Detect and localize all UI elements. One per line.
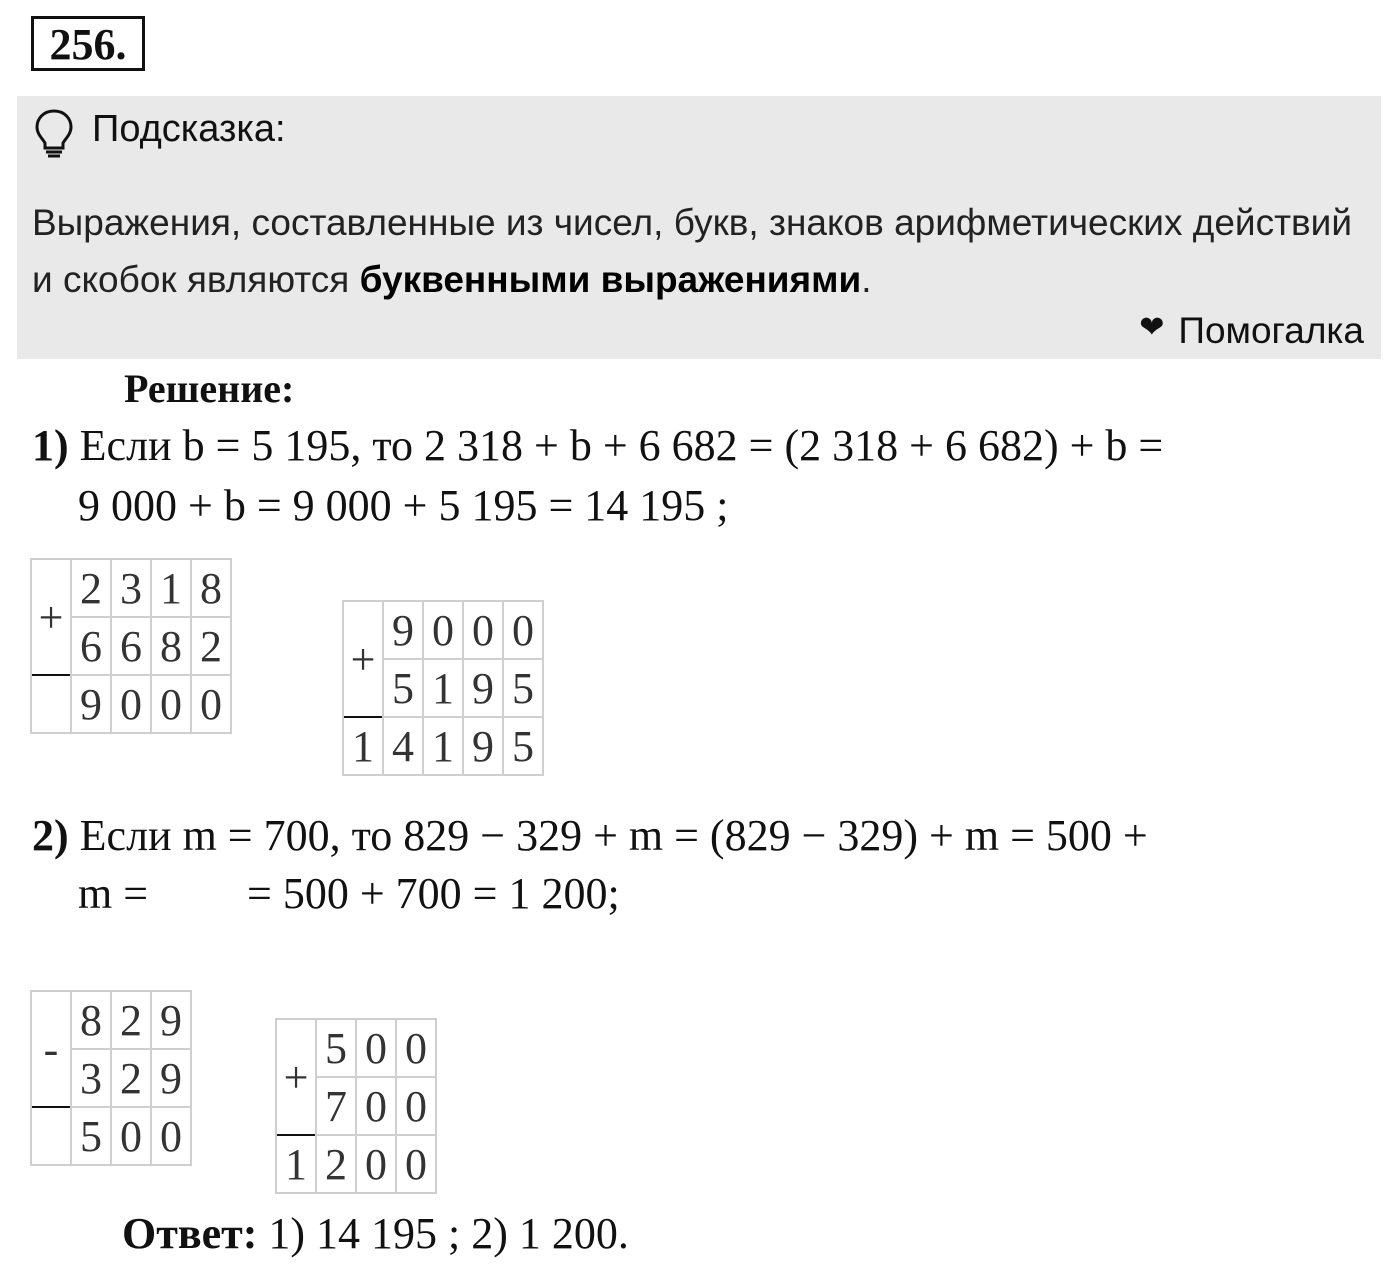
digit-cell: 0 [356,1077,396,1135]
digit-cell: 0 [111,675,151,733]
part2-expression-1: Если m = 700, то 829 − 329 + m = (829 − 329) + m = 500 + [79,811,1148,860]
digit-cell [31,675,71,733]
digit-cell: 7 [316,1077,356,1135]
lightbulb-icon [34,108,74,160]
hint-text [32,194,1362,308]
digit-cell: 0 [191,675,231,733]
part2-label: 2) [32,811,69,860]
helper-label: Помогалка [1178,310,1364,351]
heart-icon: ❤ [1139,311,1165,344]
task-number: 256. [31,16,145,71]
digit-cell: 2 [111,1049,151,1107]
answer-text: 1) 14 195 ; 2) 1 200. [257,1209,629,1258]
digit-cell: 2 [316,1135,356,1193]
hint-text-plain: Выражения, составленные из чисел, букв, знаков арифметических действий и скобок являются [32,202,1353,300]
digit-cell: 1 [423,659,463,717]
digit-cell: 2 [191,617,231,675]
digit-cell: 0 [423,601,463,659]
part2-line2: m = = 500 + 700 = 1 200; [78,869,620,918]
part1-expression-1: Если b = 5 195, то 2 318 + b + 6 682 = (2 318 + 6 682) + b = [79,421,1164,470]
digit-cell: 0 [463,601,503,659]
digit-cell [31,1107,71,1165]
digit-cell: 5 [383,659,423,717]
digit-cell: 0 [356,1135,396,1193]
solution-title: Решение: [124,366,295,411]
digit-cell: 5 [71,1107,111,1165]
digit-cell: 0 [151,675,191,733]
digit-cell: 0 [503,601,543,659]
digit-cell: 2 [71,559,111,617]
answer-line [122,1208,629,1259]
column-addition-1 [30,558,232,734]
digit-cell: 0 [111,1107,151,1165]
digit-cell: 1 [151,559,191,617]
digit-cell: 5 [503,717,543,775]
digit-cell: 1 [343,717,383,775]
operator: + [31,559,71,675]
digit-cell: 8 [191,559,231,617]
digit-cell: 8 [71,991,111,1049]
operator: - [31,991,71,1107]
digit-cell: 2 [111,991,151,1049]
answer-label: Ответ: [122,1209,258,1258]
digit-cell: 0 [396,1077,436,1135]
digit-cell: 6 [71,617,111,675]
digit-cell: 3 [71,1049,111,1107]
digit-cell: 4 [383,717,423,775]
digit-cell: 5 [316,1019,356,1077]
hint-text-bold: буквенными выражениями [359,259,862,300]
digit-cell: 9 [383,601,423,659]
hint-title: Подсказка: [92,108,286,150]
digit-cell: 9 [151,991,191,1049]
digit-cell: 0 [151,1107,191,1165]
column-addition-2 [342,600,544,776]
digit-cell: 0 [356,1019,396,1077]
digit-cell: 1 [276,1135,316,1193]
digit-cell: 0 [396,1019,436,1077]
digit-cell: 8 [151,617,191,675]
part2-line1 [32,810,1148,861]
operator: + [276,1019,316,1135]
digit-cell: 0 [396,1135,436,1193]
digit-cell: 9 [71,675,111,733]
column-addition-3 [275,1018,437,1194]
hint-text-end: . [861,259,872,300]
digit-cell: 9 [463,717,503,775]
column-subtraction [30,990,192,1166]
helper-link[interactable] [1139,310,1364,352]
digit-cell: 9 [151,1049,191,1107]
digit-cell: 9 [463,659,503,717]
operator: + [343,601,383,717]
part1-label: 1) [32,421,69,470]
digit-cell: 1 [423,717,463,775]
digit-cell: 3 [111,559,151,617]
part1-line1 [32,420,1163,471]
part1-line2: 9 000 + b = 9 000 + 5 195 = 14 195 ; [78,481,729,530]
digit-cell: 6 [111,617,151,675]
digit-cell: 5 [503,659,543,717]
